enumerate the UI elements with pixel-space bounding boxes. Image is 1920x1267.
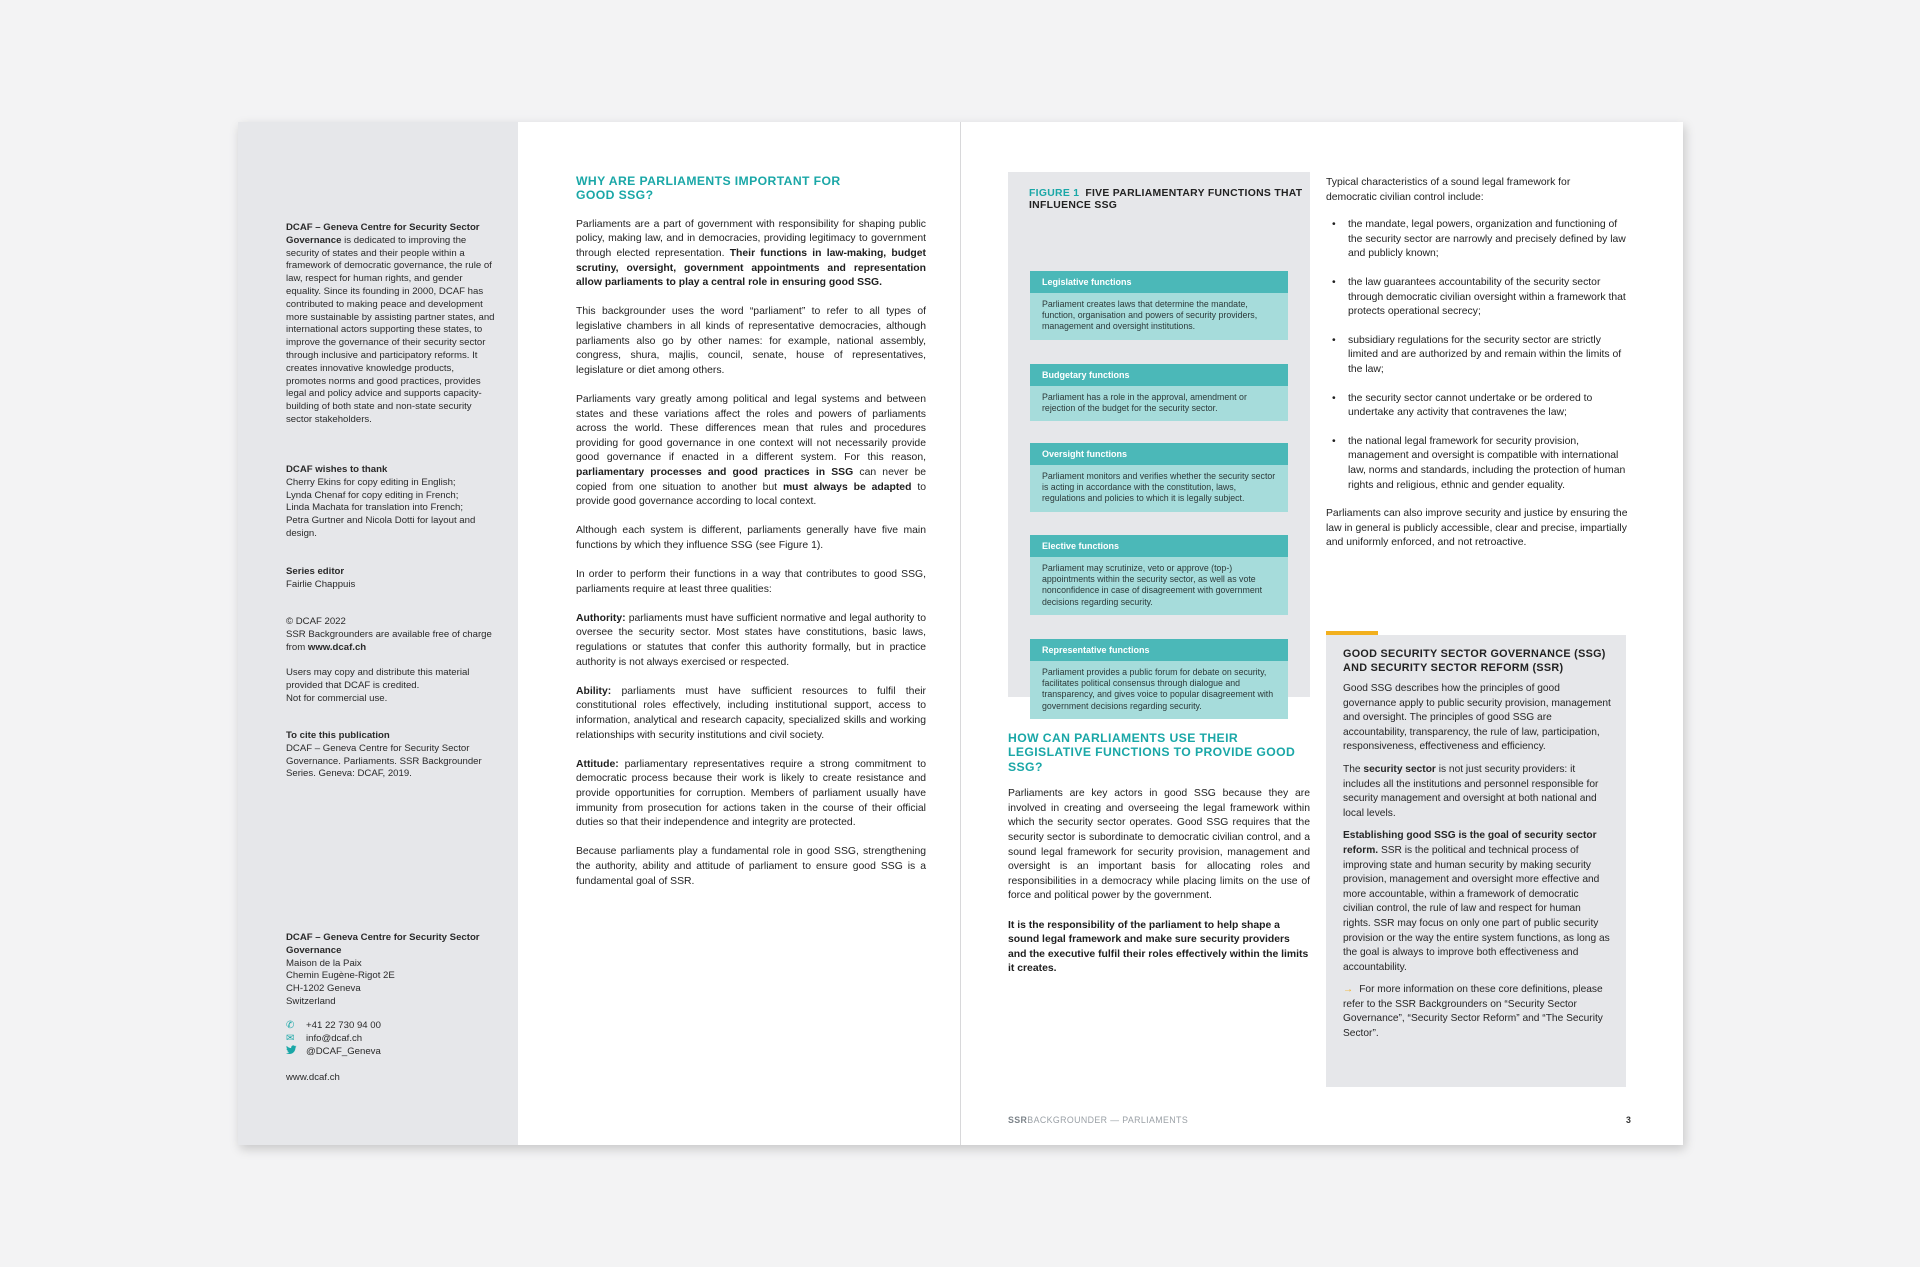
function-card-text: Parliament provides a public forum for debate on security, facilitates political consensus through dialogue and transparency, and gives voice to popular disagreement with government decisions regarding security. [1030,661,1288,719]
paragraph: Because parliaments play a fundamental role in good SSG, strengthening the authority, ability and attitude of parliament to ensure good SSG is a fundamental goal of SSR. [576,846,926,887]
paragraph: This backgrounder uses the word “parliament” to refer to all types of legislative chambers in all kinds of representative democracies, although parliaments also go by other names: for example, national assembly, congress, shura, majlis, council, senate, house of representatives, legislature or diet among others. [576,306,926,376]
paragraph [576,612,926,670]
phone-icon: ✆ [286,1020,295,1032]
sidebar [238,122,518,1145]
function-card-representative [1030,639,1288,719]
copyright-commercial: Not for commercial use. [286,692,388,704]
paragraph [576,218,926,291]
thanks-line: Lynda Chenaf for copy editing in French; [286,489,459,501]
footer-series-bold: SSR [1008,1115,1028,1125]
right-page [961,122,1683,1145]
arrow-right-icon: → [1343,984,1354,996]
contact-email-text: info@dcaf.ch [306,1032,363,1044]
paragraph [576,393,926,510]
email-icon: ✉ [286,1033,295,1045]
right-lower-column [1008,731,1310,992]
left-page [238,122,960,1145]
p1-text: Parliaments are a part of government with responsibility for shaping public policy, making law, and in democracies, providing legitimacy to government through elected representation. [576,218,926,259]
editor-title: Series editor [286,566,345,577]
attitude-label: Attitude: [576,758,619,770]
legal-framework-outro: Parliaments can also improve security and justice by ensuring the law in general is publicly accessible, clear and precise, impartially and uniformly enforced, and not retroactive. [1326,508,1628,549]
p1-emphasis: Their functions in law-making, budget scrutiny, oversight, government appointments and representation allow parliaments to play a central role in ensuring good SSG. [576,248,927,289]
copyright-block [286,616,496,706]
p3-emphasis: parliamentary processes and good practices in SSG [576,466,854,478]
thanks-line: Linda Machata for translation into French; [286,502,464,514]
thanks-block [286,464,496,541]
ssg-text: SSR is the political and technical process of improving state and human security by making security provision, management and oversight more effective and more accountable, within a framework of democratic civilian control, the rule of law and respect for human rights. SSR may focus on only one part of public security provision or the way the entire system functions, as long as the goal is always to improve both effectiveness and accountability. [1343,844,1610,973]
contact-phone-text: +41 22 730 94 00 [306,1020,381,1031]
thanks-title: DCAF wishes to thank [286,464,388,475]
contacts-block [286,1020,496,1058]
paragraph [576,758,926,831]
ssg-text: The [1343,763,1361,775]
footer-series [1008,1115,1188,1125]
function-card-title: Oversight functions [1030,443,1288,465]
authority-text: parliaments must have sufficient normative and legal authority to oversee the security sector. Most states have constitutions, basic laws, regulations or statutes that confer this authority formally, but in practice authority is not always exercised or respected. [576,612,926,668]
p3-text: to provide good governance according to local context. [576,481,926,508]
function-card-title: Representative functions [1030,639,1288,661]
list-item: • subsidiary regulations for the security sector are strictly limited and are authorized by and remain within the limits of the law; [1326,334,1631,378]
address-line: Switzerland [286,995,336,1007]
legal-framework-intro: Typical characteristics of a sound legal framework for democratic civilian control include: [1326,177,1571,203]
thanks-line: Petra Gurtner and Nicola Dotti for layout and design. [286,515,476,539]
attitude-text: parliamentary representatives require a strong commitment to democratic process because their work is likely to create resistance and provide opportunities for corruption. Members of parliament usually have immunity from prosecution for actions taken in the course of their official duties so that their independence and integrity are protected. [576,758,927,829]
page-number: 3 [1626,1115,1631,1125]
section-heading-how: HOW CAN PARLIAMENTS USE THEIR LEGISLATIVE FUNCTIONS TO PROVIDE GOOD SSG? [1008,731,1296,774]
p3-text: Parliaments vary greatly among political and legal systems and between states and these variations affect the roles and powers of parliaments across the world. These differences mean that rules and procedures providing for good governance in one context will not necessarily provide good governance if enacted in a different system. For this reason, [576,393,926,464]
website-block [286,1072,496,1085]
address-line: Maison de la Paix [286,957,362,969]
website-link[interactable]: www.dcaf.ch [286,1072,340,1083]
p3-emphasis: must always be adapted [782,481,912,493]
right-column [1326,176,1631,551]
paragraph: Parliaments are key actors in good SSG because they are involved in creating and overseeing the legal framework within which the security sector operates. Good SSG requires that the security sector is subordinate to democratic civilian control, and a sound legal framework for security provision, management and oversight is an important basis for allocating roles and responsibilities in a democracy while placing limits on the use of force and political power by the government. [1008,788,1310,902]
paragraph [1343,829,1611,975]
section-heading-why: WHY ARE PARLIAMENTS IMPORTANT FOR GOOD SSG? [576,174,841,203]
contact-twitter-text: @DCAF_Geneva [306,1045,381,1057]
cite-title: To cite this publication [286,730,390,741]
ability-text: parliaments must have sufficient resources to fulfil their constitutional roles effectively, including institutional support, access to information, analytical and research capacity, specialized skills and working relationships with security institutions and civil society. [576,685,926,741]
function-card-text: Parliament creates laws that determine the mandate, function, organisation and powers of security providers, management and oversight institutions. [1030,293,1288,340]
figure-label: FIGURE 1 [1029,188,1080,199]
function-card-text: Parliament monitors and verifies whether the security sector is acting in accordance with the constitution, laws, regulations and policies to which it is legally subject. [1030,465,1288,512]
twitter-icon [286,1045,298,1059]
about-text: is dedicated to improving the security of states and their people within a framework of democratic governance, the rule of law, respect for human rights, and gender equality. Since its founding in 2000, DCAF has contributed to making peace and development more sustainable by assisting partner states, and international actors supporting these states, to improve the governance of their security sector through inclusive and participatory reforms. It creates innovative knowledge products, promotes norms and good practices, provides legal and policy advice and supports capacity-building of both state and non-state security sector stakeholders. [286,234,495,425]
ssg-box-title: GOOD SECURITY SECTOR GOVERNANCE (SSG) AND SECURITY SECTOR REFORM (SSR) [1343,648,1606,674]
ssg-info-content [1343,647,1611,1050]
function-card-text: Parliament may scrutinize, veto or approve (top-) appointments within the security sector, as well as vote nonconfidence in case of disagreement with government decisions regarding security. [1030,557,1288,615]
cite-block [286,730,496,781]
figure-title [1029,188,1309,211]
about-org: DCAF – Geneva Centre for Security Sector Governance [286,222,480,246]
paragraph [576,685,926,743]
function-card-title: Elective functions [1030,535,1288,557]
function-card-elective [1030,535,1288,615]
p3-text: can never be copied from one situation to another but [576,466,926,493]
thanks-line: Cherry Ekins for copy editing in English; [286,476,456,488]
list-item: • the law guarantees accountability of the security sector through democratic civilian oversight within a framework that protects operational secrecy; [1326,276,1631,320]
editor-block [286,566,496,592]
paragraph [1343,763,1611,821]
document-spread [238,122,1683,1145]
copyright-url-link[interactable]: www.dcaf.ch [307,641,367,653]
cite-text: DCAF – Geneva Centre for Security Sector Governance. Parliaments. SSR Backgrounder Series. Geneva: DCAF, 2019. [286,742,482,780]
list-item: • the security sector cannot undertake or be ordered to undertake any activity that contravenes the law; [1326,392,1631,421]
authority-label: Authority: [576,612,626,624]
paragraph: Although each system is different, parliaments generally have five main functions by which they influence SSG (see Figure 1). [576,525,926,551]
footer-series-text: BACKGROUNDER — PARLIAMENTS [1027,1115,1189,1125]
about-block [286,222,496,427]
copyright-line: © DCAF 2022 [286,616,346,627]
ssg-emphasis: security sector [1363,763,1436,775]
figure-1-box [1008,172,1310,711]
function-card-text: Parliament has a role in the approval, amendment or rejection of the budget for the security sector. [1030,386,1288,421]
list-item: • the mandate, legal powers, organization and functioning of the security sector are narrowly and precisely defined by law and publicly known; [1326,218,1631,262]
address-line: CH-1202 Geneva [286,983,361,995]
address-block [286,932,496,1009]
copyright-usage: Users may copy and distribute this material provided that DCAF is credited. [286,667,470,691]
contact-email[interactable] [286,1033,496,1046]
address-line: Chemin Eugène-Rigot 2E [286,970,395,982]
function-card-budgetary [1030,364,1288,421]
function-card-title: Legislative functions [1030,271,1288,293]
function-card-title: Budgetary functions [1030,364,1288,386]
contact-twitter[interactable] [286,1046,496,1059]
paragraph [1343,983,1611,1041]
left-main-column [576,174,926,904]
address-org: DCAF – Geneva Centre for Security Sector Governance [286,932,480,956]
legal-framework-list [1326,218,1631,493]
ssg-more-info: For more information on these core definitions, please refer to the SSR Backgrounders on “Security Sector Governance”, “Security Sector Reform” and “The Security Sector”. [1343,984,1603,1040]
ssg-info-box [1326,635,1626,1087]
list-item: • the national legal framework for security provision, management and oversight is compatible with international law, norms and standards, including the protection of human rights and religious, ethnic and gender equality. [1326,435,1631,493]
contact-phone[interactable] [286,1020,496,1033]
paragraph: Good SSG describes how the principles of good governance apply to public security provision, management and oversight. The principles of good SSG are accountability, transparency, the rule of law, participation, responsiveness, effectiveness and efficiency. [1343,683,1611,753]
ssg-text: is not just security providers: it includes all the institutions and personnel responsible for security management and oversight at both national and local levels. [1343,763,1599,819]
paragraph: In order to perform their functions in a way that contributes to good SSG, parliaments require at least three qualities: [576,569,926,595]
ssg-emphasis: Establishing good SSG is the goal of security sector reform. [1343,830,1597,856]
figure-title-text: FIVE PARLIAMENTARY FUNCTIONS THAT INFLUENCE SSG [1029,188,1303,211]
function-card-legislative [1030,271,1288,340]
paragraph-emphasis: It is the responsibility of the parliament to help shape a sound legal framework and make sure security providers and the executive fulfil their roles effectively within the limits it creates. [1008,919,1309,975]
editor-name: Fairlie Chappuis [286,578,356,590]
ability-label: Ability: [576,685,612,697]
copyright-availability: SSR Backgrounders are available free of charge from [286,628,492,653]
function-card-oversight [1030,443,1288,512]
